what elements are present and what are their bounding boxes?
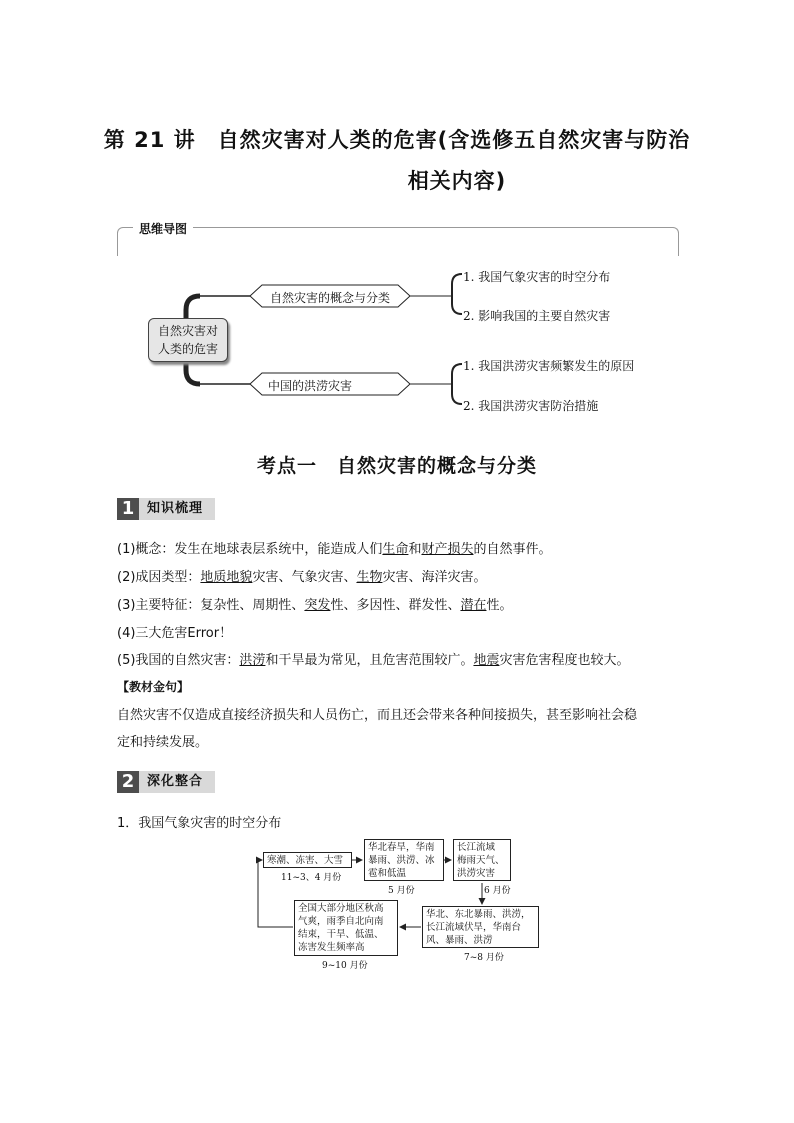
quote-line-1: 自然灾害不仅造成直接经济损失和人员伤亡，而且还会带来各种间接损失，甚至影响社会稳 <box>117 708 638 723</box>
mindmap-central-line-2: 人类的危害 <box>157 342 218 356</box>
underlined-term: 潜在 <box>460 598 487 613</box>
mindmap-branch-2-label: 中国的洪涝灾害 <box>268 379 353 393</box>
page-title-line-1: 第 21 讲 自然灾害对人类的危害(含选修五自然灾害与防治 <box>103 128 691 152</box>
line-text: 灾害危害程度也较大。 <box>499 653 630 668</box>
underlined-term: 地震 <box>473 653 500 668</box>
badge-number: 2 <box>117 771 139 793</box>
badge-label: 深化整合 <box>147 774 204 789</box>
flow-caption: 7~8 月份 <box>464 953 504 963</box>
underlined-term: 突发 <box>304 598 331 613</box>
line-text: (2)成因类型： <box>117 570 201 585</box>
flow-box: 华北、东北暴雨、洪涝， 长江流域伏旱，华南台 风、暴雨、洪涝 <box>422 906 539 948</box>
flow-caption: 5 月份 <box>388 886 415 896</box>
underlined-term: 生命 <box>382 542 409 557</box>
underlined-term: 财产损失 <box>421 542 474 557</box>
line-text: 灾害、海洋灾害。 <box>382 570 487 585</box>
mindmap-leaf: 1. 我国气象灾害的时空分布 <box>463 270 611 284</box>
underlined-term: 地质地貌 <box>200 570 253 585</box>
mindmap-central-line-1: 自然灾害对 <box>157 324 218 338</box>
underlined-term: 洪涝 <box>239 653 266 668</box>
line-text: 灾害、气象灾害、 <box>252 570 357 585</box>
line-text: 性、多因性、群发性、 <box>330 598 461 613</box>
underlined-term: 生物 <box>356 570 383 585</box>
flow-box: 长江流域 梅雨天气、 洪涝灾害 <box>453 839 511 881</box>
line-text: (3)主要特征：复杂性、周期性、 <box>117 598 305 613</box>
line-text: 和 <box>408 542 422 557</box>
line-text: 的自然事件。 <box>473 542 552 557</box>
line-text: (1)概念：发生在地球表层系统中，能造成人们 <box>117 542 383 557</box>
page-title-line-2: 相关内容) <box>407 169 507 193</box>
subheading: 1．我国气象灾害的时空分布 <box>117 816 282 831</box>
quote-line-2: 定和持续发展。 <box>117 735 209 750</box>
line-text: 和干旱最为常见，且危害范围较广。 <box>265 653 474 668</box>
flow-caption: 9~10 月份 <box>322 961 368 971</box>
mindmap-leaf: 2. 我国洪涝灾害防治措施 <box>463 399 599 413</box>
mindmap-leaf: 2. 影响我国的主要自然灾害 <box>463 309 611 323</box>
flow-caption: 6 月份 <box>484 886 511 896</box>
mindmap-branch-1-label: 自然灾害的概念与分类 <box>270 291 391 305</box>
quote-label: 【教材金句】 <box>117 680 190 694</box>
line-text: (5)我国的自然灾害： <box>117 653 240 668</box>
line-text: 性。 <box>486 598 513 613</box>
badge-label: 知识梳理 <box>147 501 204 516</box>
badge-number: 1 <box>117 498 139 520</box>
flow-caption: 11~3、4 月份 <box>281 873 342 883</box>
flow-box: 全国大部分地区秋高 气爽，雨季自北向南 结束，干旱、低温、 冻害发生频率高 <box>294 900 398 956</box>
flow-box: 寒潮、冻害、大雪 <box>263 852 352 868</box>
line-text: (4)三大危害Error！ <box>117 626 233 641</box>
flow-box: 华北春旱，华南 暴雨、洪涝、冰 雹和低温 <box>364 839 444 881</box>
mindmap-label: 思维导图 <box>133 220 193 237</box>
section-heading: 考点一 自然灾害的概念与分类 <box>256 455 537 477</box>
mindmap-leaf: 1. 我国洪涝灾害频繁发生的原因 <box>463 359 635 373</box>
